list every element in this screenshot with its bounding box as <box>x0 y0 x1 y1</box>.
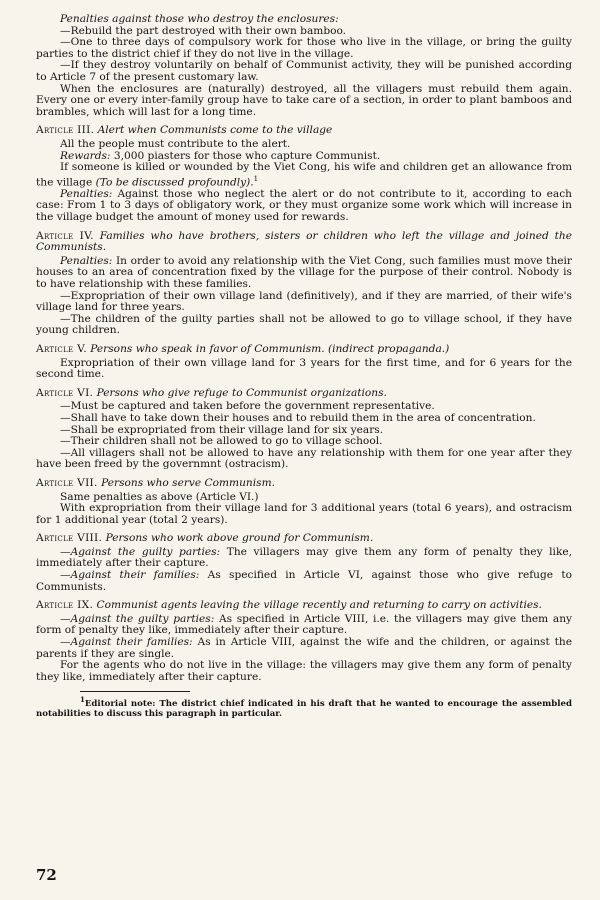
article-paragraph: —All villagers shall not be allowed to have any relationship with them for one year after they have been freed by the governmnt (ostracism). <box>36 446 572 471</box>
article-paragraph: For the agents who do not live in the village: the villagers may give them any form of penalty they like, immediately after their capture. <box>36 659 572 683</box>
article-paragraph: —Against the guilty parties: The villagers may give them any form of penalty they like, immediately after their capture. <box>36 545 573 570</box>
footnote-marker: 1 <box>80 695 85 705</box>
article-paragraph: —Against their families: As in Article VIII, against the wife and the children, or against the parents if they are single. <box>36 636 572 660</box>
article-3 <box>36 125 572 223</box>
penalty-line: —One to three days of compulsory work for those who live in the village, or bring the guilty parties to the district chief if they do not live in the village. <box>36 36 572 60</box>
article-8 <box>36 533 572 593</box>
article-heading: Article IV. Families who have brothers, sisters or children who left the village and joined the Communists. <box>36 229 572 254</box>
article-paragraph: —Shall be expropriated from their village land for six years. <box>60 423 384 436</box>
article-5 <box>36 344 572 381</box>
penalty-line: —Rebuild the part destroyed with their own bamboo. <box>60 24 347 37</box>
article-paragraph: —Shall have to take down their houses and to rebuild them in the area of concentration. <box>60 411 536 424</box>
article-heading: Article VIII. Persons who work above ground for Communism. <box>36 532 374 545</box>
article-paragraph: —Against the guilty parties: As specified in Article VIII, i.e. the villagers may give them any form of penalty they like, immediately after their capture. <box>36 612 572 637</box>
article-6 <box>36 388 572 471</box>
footnote-marker: 1 <box>253 174 259 183</box>
penalties-block <box>36 14 572 118</box>
article-heading: Article IX. Communist agents leaving the village recently and returning to carry on activities. <box>36 599 542 612</box>
article-heading: Article VII. Persons who serve Communism. <box>36 476 275 489</box>
article-paragraph: Expropriation of their own village land for 3 years for the first time, and for 6 years for the second time. <box>36 356 572 381</box>
article-9 <box>36 600 572 683</box>
article-paragraph: All the people must contribute to the alert. <box>60 137 291 150</box>
article-7 <box>36 478 572 526</box>
article-paragraph: —Their children shall not be allowed to go to village school. <box>60 435 383 448</box>
penalties-heading: Penalties against those who destroy the enclosures: <box>60 13 339 25</box>
article-heading: Article V. Persons who speak in favor of Communism. (indirect propaganda.) <box>36 342 450 355</box>
article-paragraph: Penalties: In order to avoid any relationship with the Viet Cong, such families must move their houses to an area of concentration fixed by the village for the purpose of their control. Nobody is to have relationship with these families. <box>36 254 572 290</box>
article-paragraph: Rewards: 3,000 piasters for those who capture Communist. <box>60 149 381 162</box>
penalty-line: —If they destroy voluntarily on behalf of Communist activity, they will be punished according to Article 7 of the present customary law. <box>36 59 572 83</box>
article-paragraph: With expropriation from their village land for 3 additional years (total 6 years), and ostracism for 1 additional year (total 2 years). <box>36 502 572 526</box>
article-paragraph: If someone is killed or wounded by the Viet Cong, his wife and children get an allowance from the village (To be discussed profoundly).$^1$ <box>36 161 572 189</box>
article-paragraph: —The children of the guilty parties shall not be allowed to go to village school, if they have young children. <box>36 312 572 337</box>
article-paragraph: Penalties: Against those who neglect the alert or do not contribute to it, according to each case: From 1 to 3 days of obligatory work, or they must organize some work which will increase in the village budget the amount of money used for rewards. <box>36 187 572 224</box>
footnote: $^1$Editorial note: The district chief indicated in his draft that he wanted to encourage the assembled notabilities to discuss this paragraph in particular. <box>36 695 572 719</box>
article-4 <box>36 231 572 337</box>
penalty-line: When the enclosures are (naturally) destroyed, all the villagers must rebuild them again. Every one or every inter-family group have to take care of a section, in order to plant bamboos and brambles, which will last for a long time. <box>36 82 572 118</box>
article-paragraph: —Expropriation of their own village land (definitively), and if they are married, of their wife's village land for three years. <box>36 289 572 314</box>
footnote-divider <box>80 691 190 692</box>
article-heading: Article VI. Persons who give refuge to Communist organizations. <box>36 386 387 399</box>
page-number: 72 <box>36 866 57 884</box>
article-paragraph: —Against their families: As specified in Article VI, against those who give refuge to Communists. <box>36 569 572 593</box>
article-paragraph: —Must be captured and taken before the government representative. <box>60 400 435 413</box>
article-heading: Article III. Alert when Communists come to the village <box>36 124 333 137</box>
article-paragraph: Same penalties as above (Article VI.) <box>60 490 259 503</box>
